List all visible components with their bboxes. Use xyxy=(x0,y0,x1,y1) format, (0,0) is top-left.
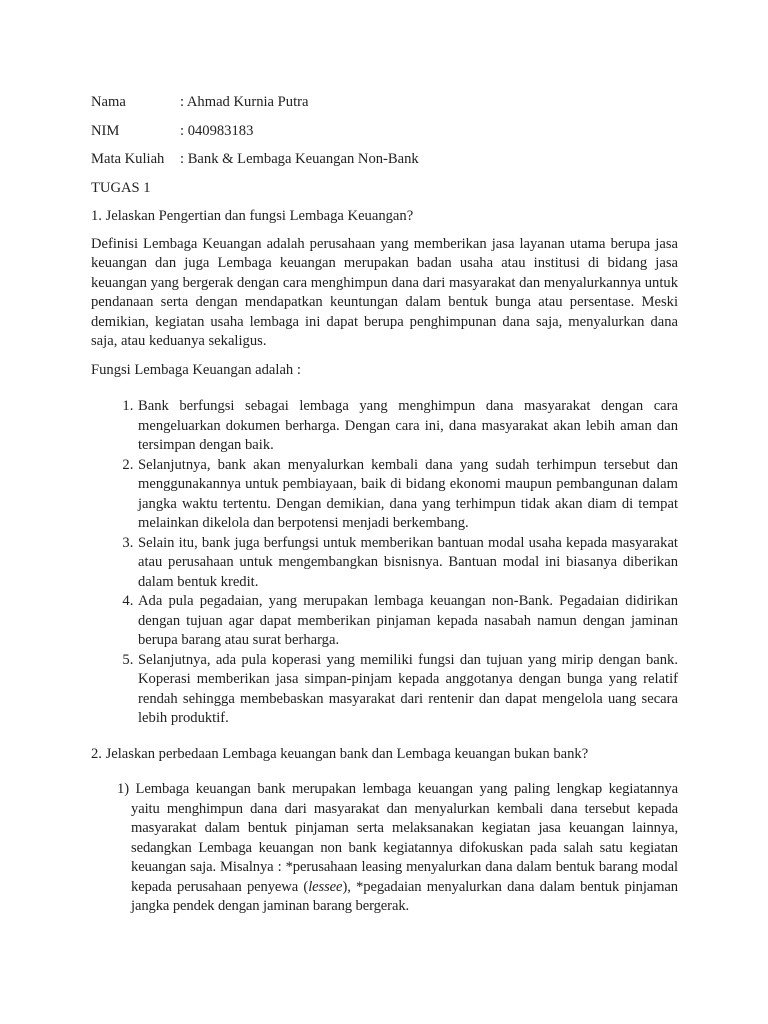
meta-name-row xyxy=(91,93,678,113)
answer-2-text-before: Lembaga keuangan bank merupakan lembaga keuangan yang paling lengkap kegiatannya yaitu menghimpun dana dari masyarakat dan menyalurkan kembali dana tersebut kepada masyarakat dalam bentuk pinjaman serta melaksanakan kegiatan jasa keuangan lainnya, sedangkan Lembaga keuangan non bank kegiatannya difokuskan pada salah satu kegiatan keuangan saja. Misalnya : *perusahaan leasing menyalurkan dana dalam bentuk barang modal kepada perusahaan penyewa ( xyxy=(128,781,678,895)
course-label: Mata Kuliah xyxy=(91,151,165,167)
document-content xyxy=(91,93,678,917)
course-value: : Bank & Lembaga Keuangan Non-Bank xyxy=(180,151,419,167)
answer-2-item xyxy=(117,780,678,917)
list-item: 1. Bank berfungsi sebagai lembaga yang menghimpun dana masyarakat dengan cara mengeluarkan dokumen berharga. Dengan cara ini, dana masyarakat akan lebih aman dan tersimpan dengan baik. xyxy=(137,397,678,456)
answer-2-number: 1) xyxy=(117,781,129,797)
list-item: 3. Selain itu, bank juga berfungsi untuk memberikan bantuan modal usaha kepada masyarakat atau perusahaan untuk mengembangkan bisnisnya. Bantuan modal ini biasanya diberikan dalam bentuk kredit. xyxy=(137,534,678,593)
functions-title: Fungsi Lembaga Keuangan adalah : xyxy=(91,361,301,378)
answer-2-text-after: ), *pegadaian menyalurkan dana dalam bentuk pinjaman jangka pendek dengan jaminan barang bergerak. xyxy=(131,878,678,914)
meta-course-row xyxy=(91,150,678,170)
question-1: 1. Jelaskan Pengertian dan fungsi Lembaga Keuangan? xyxy=(91,208,414,224)
functions-list xyxy=(91,397,678,729)
nim-value: : 040983183 xyxy=(180,122,254,139)
nim-label: NIM xyxy=(91,122,120,139)
meta-nim-row xyxy=(91,122,678,142)
list-item: 5. Selanjutnya, ada pula koperasi yang memiliki fungsi dan tujuan yang mirip dengan bank. Koperasi memberikan jasa simpan-pinjam kepada anggotanya dengan bunga yang relatif rendah sehingga membebaskan masyarakat dari rentenir dan dapat mengelola uang secara lebih produktif. xyxy=(137,651,678,729)
answer-2-italic-term: lessee xyxy=(308,878,343,895)
definition-paragraph: Definisi Lembaga Keuangan adalah perusahaan yang memberikan jasa layanan utama berupa jasa keuangan dan juga Lembaga keuangan merupakan badan usaha atau institusi di bidang jasa keuangan yang bergerak dengan cara menghimpun dana dari masyarakat dan menyalurkannya untuk pendanaan serta dengan mendapatkan keuntungan dalam bentuk bunga atau persentase. Meski demikian, kegiatan usaha lembaga ini dapat berupa penghimpunan dana saja, menyalurkan dana saja, atau keduanya sekaligus. xyxy=(91,235,678,349)
list-item: 2. Selanjutnya, bank akan menyalurkan kembali dana yang sudah terhimpun tersebut dan menggunakannya untuk pembiayaan, baik di bidang ekonomi maupun pembangunan dalam jangka waktu tertentu. Dengan demikian, dana yang terhimpun tidak akan diam di tempat melainkan dikelola dan berpotensi menjadi berkembang. xyxy=(137,456,678,534)
name-label: Nama xyxy=(91,94,126,110)
list-item: 4. Ada pula pegadaian, yang merupakan lembaga keuangan non-Bank. Pegadaian didirikan dengan tujuan agar dapat memberikan pinjaman kepada nasabah namun dengan jaminan berupa barang atau surat berharga. xyxy=(137,592,678,651)
name-value: : Ahmad Kurnia Putra xyxy=(180,94,309,110)
assignment-title: TUGAS 1 xyxy=(91,179,151,196)
question-2: 2. Jelaskan perbedaan Lembaga keuangan bank dan Lembaga keuangan bukan bank? xyxy=(91,745,589,762)
